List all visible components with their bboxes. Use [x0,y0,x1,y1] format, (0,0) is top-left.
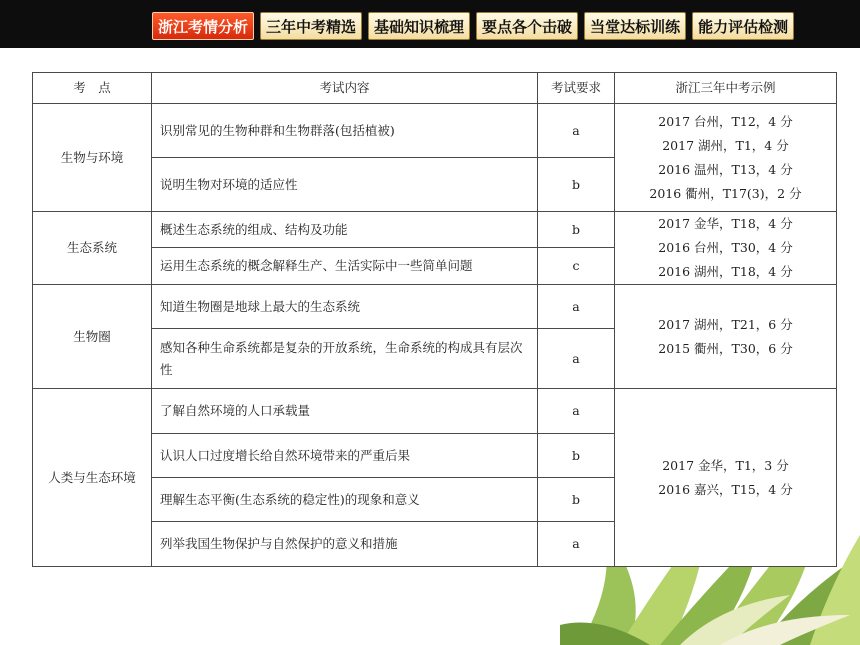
nav-tabs [152,12,794,40]
example-entry: 2016 台州，T30，4 分 [658,240,793,255]
requirement-cell: a [538,285,615,329]
topic-cell: 人类与生态环境 [33,389,152,567]
content-cell: 认识人口过度增长给自然环境带来的严重后果 [152,434,538,478]
example-entry: 2016 嘉兴，T15，4 分 [658,481,793,497]
examples-cell [615,285,837,389]
requirement-cell: c [538,248,615,285]
requirement-cell: a [538,522,615,567]
table-row [33,285,837,329]
example-entry: 2016 温州，T13，4 分 [658,161,793,177]
requirement-cell: b [538,434,615,478]
requirement-cell: a [538,104,615,158]
content-cell: 感知各种生命系统都是复杂的开放系统，生命系统的构成具有层次性 [152,329,538,389]
examples-cell [615,389,837,567]
tab-class-training[interactable]: 当堂达标训练 [584,12,686,40]
tab-basic-knowledge[interactable]: 基础知识梳理 [368,12,470,40]
topic-cell: 生物圈 [33,285,152,389]
example-entry: 2015 衢州，T30，6 分 [658,340,793,356]
requirement-cell: b [538,478,615,522]
tab-exam-selection[interactable]: 三年中考精选 [260,12,362,40]
examples-cell [615,212,837,285]
table-header-row [33,73,837,104]
content-cell: 运用生态系统的概念解释生产、生活实际中一些简单问题 [152,248,538,285]
example-entry: 2017 金华，T1，3 分 [662,457,789,473]
example-entry: 2017 湖州，T21，6 分 [658,316,793,332]
tab-ability-assessment[interactable]: 能力评估检测 [692,12,794,40]
content-cell: 识别常见的生物种群和生物群落(包括植被) [152,104,538,158]
table-row [33,212,837,248]
requirement-cell: a [538,329,615,389]
example-entry: 2017 金华，T18，4 分 [658,216,793,231]
content-cell: 理解生态平衡(生态系统的稳定性)的现象和意义 [152,478,538,522]
top-bar [0,0,860,48]
header-content: 考试内容 [152,73,538,104]
content-cell: 知道生物圈是地球上最大的生态系统 [152,285,538,329]
content-cell: 了解自然环境的人口承载量 [152,389,538,434]
table-row [33,104,837,158]
example-entry: 2017 湖州，T1，4 分 [662,137,789,153]
header-requirement: 考试要求 [538,73,615,104]
content-cell: 概述生态系统的组成、结构及功能 [152,212,538,248]
examples-cell [615,104,837,212]
content-cell: 说明生物对环境的适应性 [152,158,538,212]
topic-cell: 生物与环境 [33,104,152,212]
exam-analysis-table [32,72,837,567]
header-topic: 考 点 [33,73,152,104]
header-examples: 浙江三年中考示例 [615,73,837,104]
requirement-cell: a [538,389,615,434]
tab-zhejiang-analysis[interactable]: 浙江考情分析 [152,12,254,40]
content-cell: 列举我国生物保护与自然保护的意义和措施 [152,522,538,567]
topic-cell: 生态系统 [33,212,152,285]
example-entry: 2016 衢州，T17(3)，2 分 [649,185,802,201]
example-entry: 2017 台州，T12，4 分 [658,113,793,129]
table-row [33,389,837,434]
requirement-cell: b [538,212,615,248]
requirement-cell: b [538,158,615,212]
example-entry: 2016 湖州，T18，4 分 [658,264,793,279]
tab-key-points[interactable]: 要点各个击破 [476,12,578,40]
